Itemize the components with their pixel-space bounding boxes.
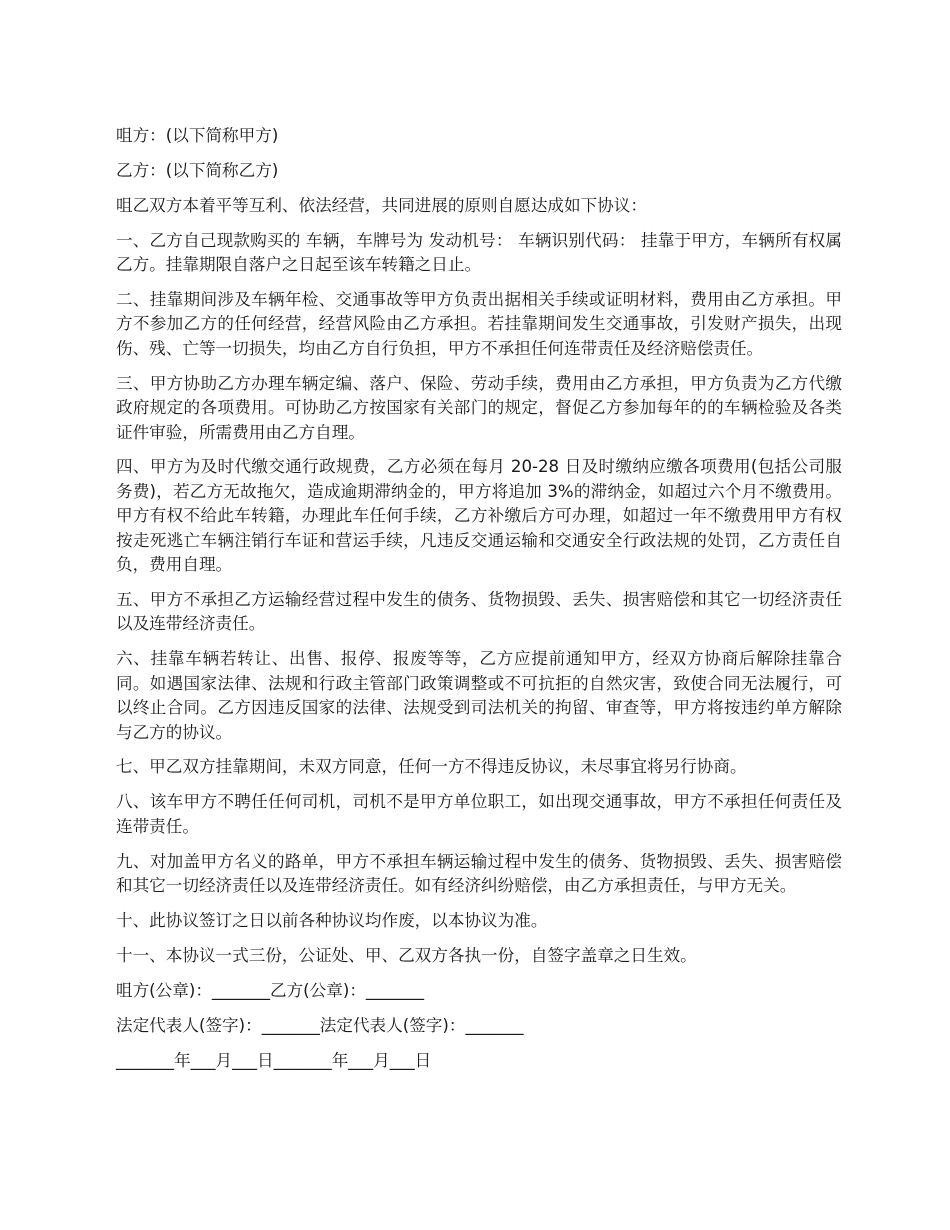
clause-11: 十一、本协议一式三份，公证处、甲、乙双方各执一份，自签字盖章之日生效。 — [116, 945, 697, 965]
date-line: _______年___月___日_______年___月___日 — [116, 1050, 432, 1070]
clause-4: 四、甲方为及时代缴交通行政规费，乙方必须在每月 20-28 日及时缴纳应缴各项费用(包括公司服务费)，若乙方无故拖欠，造成逾期滞纳金的，甲方将追加 3%的滞纳金，如超过六个月不缴费用。甲方有权不给此车转籍，办理此车任何手续，乙方补缴后方可办理，如超过一年不缴费用甲方有权按走死逃亡车辆注销行车证和营运手续，凡违反交通运输和交通安全行政法规的处罚，乙方责任自负，费用自理。 — [116, 457, 842, 575]
clause-3: 三、甲方协助乙方办理车辆定编、落户、保险、劳动手续，费用由乙方承担，甲方负责为乙方代缴政府规定的各项费用。可协助乙方按国家有关部门的规定，督促乙方参加每年的的车辆检验及各类证件审验，所需费用由乙方自理。 — [116, 373, 842, 442]
clause-8: 八、该车甲方不聘任任何司机，司机不是甲方单位职工，如出现交通事故，甲方不承担任何责任及连带责任。 — [116, 792, 842, 836]
clause-6: 六、挂靠车辆若转让、出售、报停、报废等等，乙方应提前通知甲方，经双方协商后解除挂靠合同。如遇国家法律、法规和行政主管部门政策调整或不可抗拒的自然灾害，致使合同无法履行，可以终止合同。乙方因违反国家的法律、法规受到司法机关的拘留、审查等，甲方将按违约单方解除与乙方的协议。 — [116, 649, 842, 742]
document-page — [116, 124, 842, 1084]
clause-2: 二、挂靠期间涉及车辆年检、交通事故等甲方负责出据相关手续或证明材料，费用由乙方承担。甲方不参加乙方的任何经营，经营风险由乙方承担。若挂靠期间发生交通事故，引发财产损失，出现伤、残、亡等一切损失，均由乙方自行负担，甲方不承担任何连带责任及经济赔偿责任。 — [116, 290, 842, 358]
clause-10: 十、此协议签订之日以前各种协议均作废，以本协议为准。 — [116, 910, 548, 930]
preamble: 咀乙双方本着平等互利、依法经营，共同进展的原则自愿达成如下协议： — [116, 195, 647, 215]
party-b-line: 乙方：(以下简称乙方) — [116, 160, 279, 180]
clause-9: 九、对加盖甲方名义的路单，甲方不承担车辆运输过程中发生的债务、货物损毁、丢失、损害赔偿和其它一切经济责任以及连带经济责任。如有经济纠纷赔偿，由乙方承担责任，与甲方无关。 — [116, 851, 842, 896]
clause-1: 一、乙方自己现款购买的 车辆，车牌号为 发动机号： 车辆识别代码： 挂靠于甲方，车辆所有权属乙方。挂靠期限自落户之日起至该车转籍之日止。 — [116, 230, 842, 275]
representative-signature-line: 法定代表人(签字)：_______法定代表人(签字)：_______ — [116, 1015, 524, 1035]
seal-line: 咀方(公章)：_______乙方(公章)：_______ — [116, 980, 424, 1000]
clause-7: 七、甲乙双方挂靠期间，未双方同意，任何一方不得违反协议，未尽事宜将另行协商。 — [116, 757, 747, 777]
clause-5: 五、甲方不承担乙方运输经营过程中发生的债务、货物损毁、丢失、损害赔偿和其它一切经济责任以及连带经济责任。 — [116, 590, 842, 634]
party-a-line: 咀方：(以下简称甲方) — [116, 126, 279, 145]
